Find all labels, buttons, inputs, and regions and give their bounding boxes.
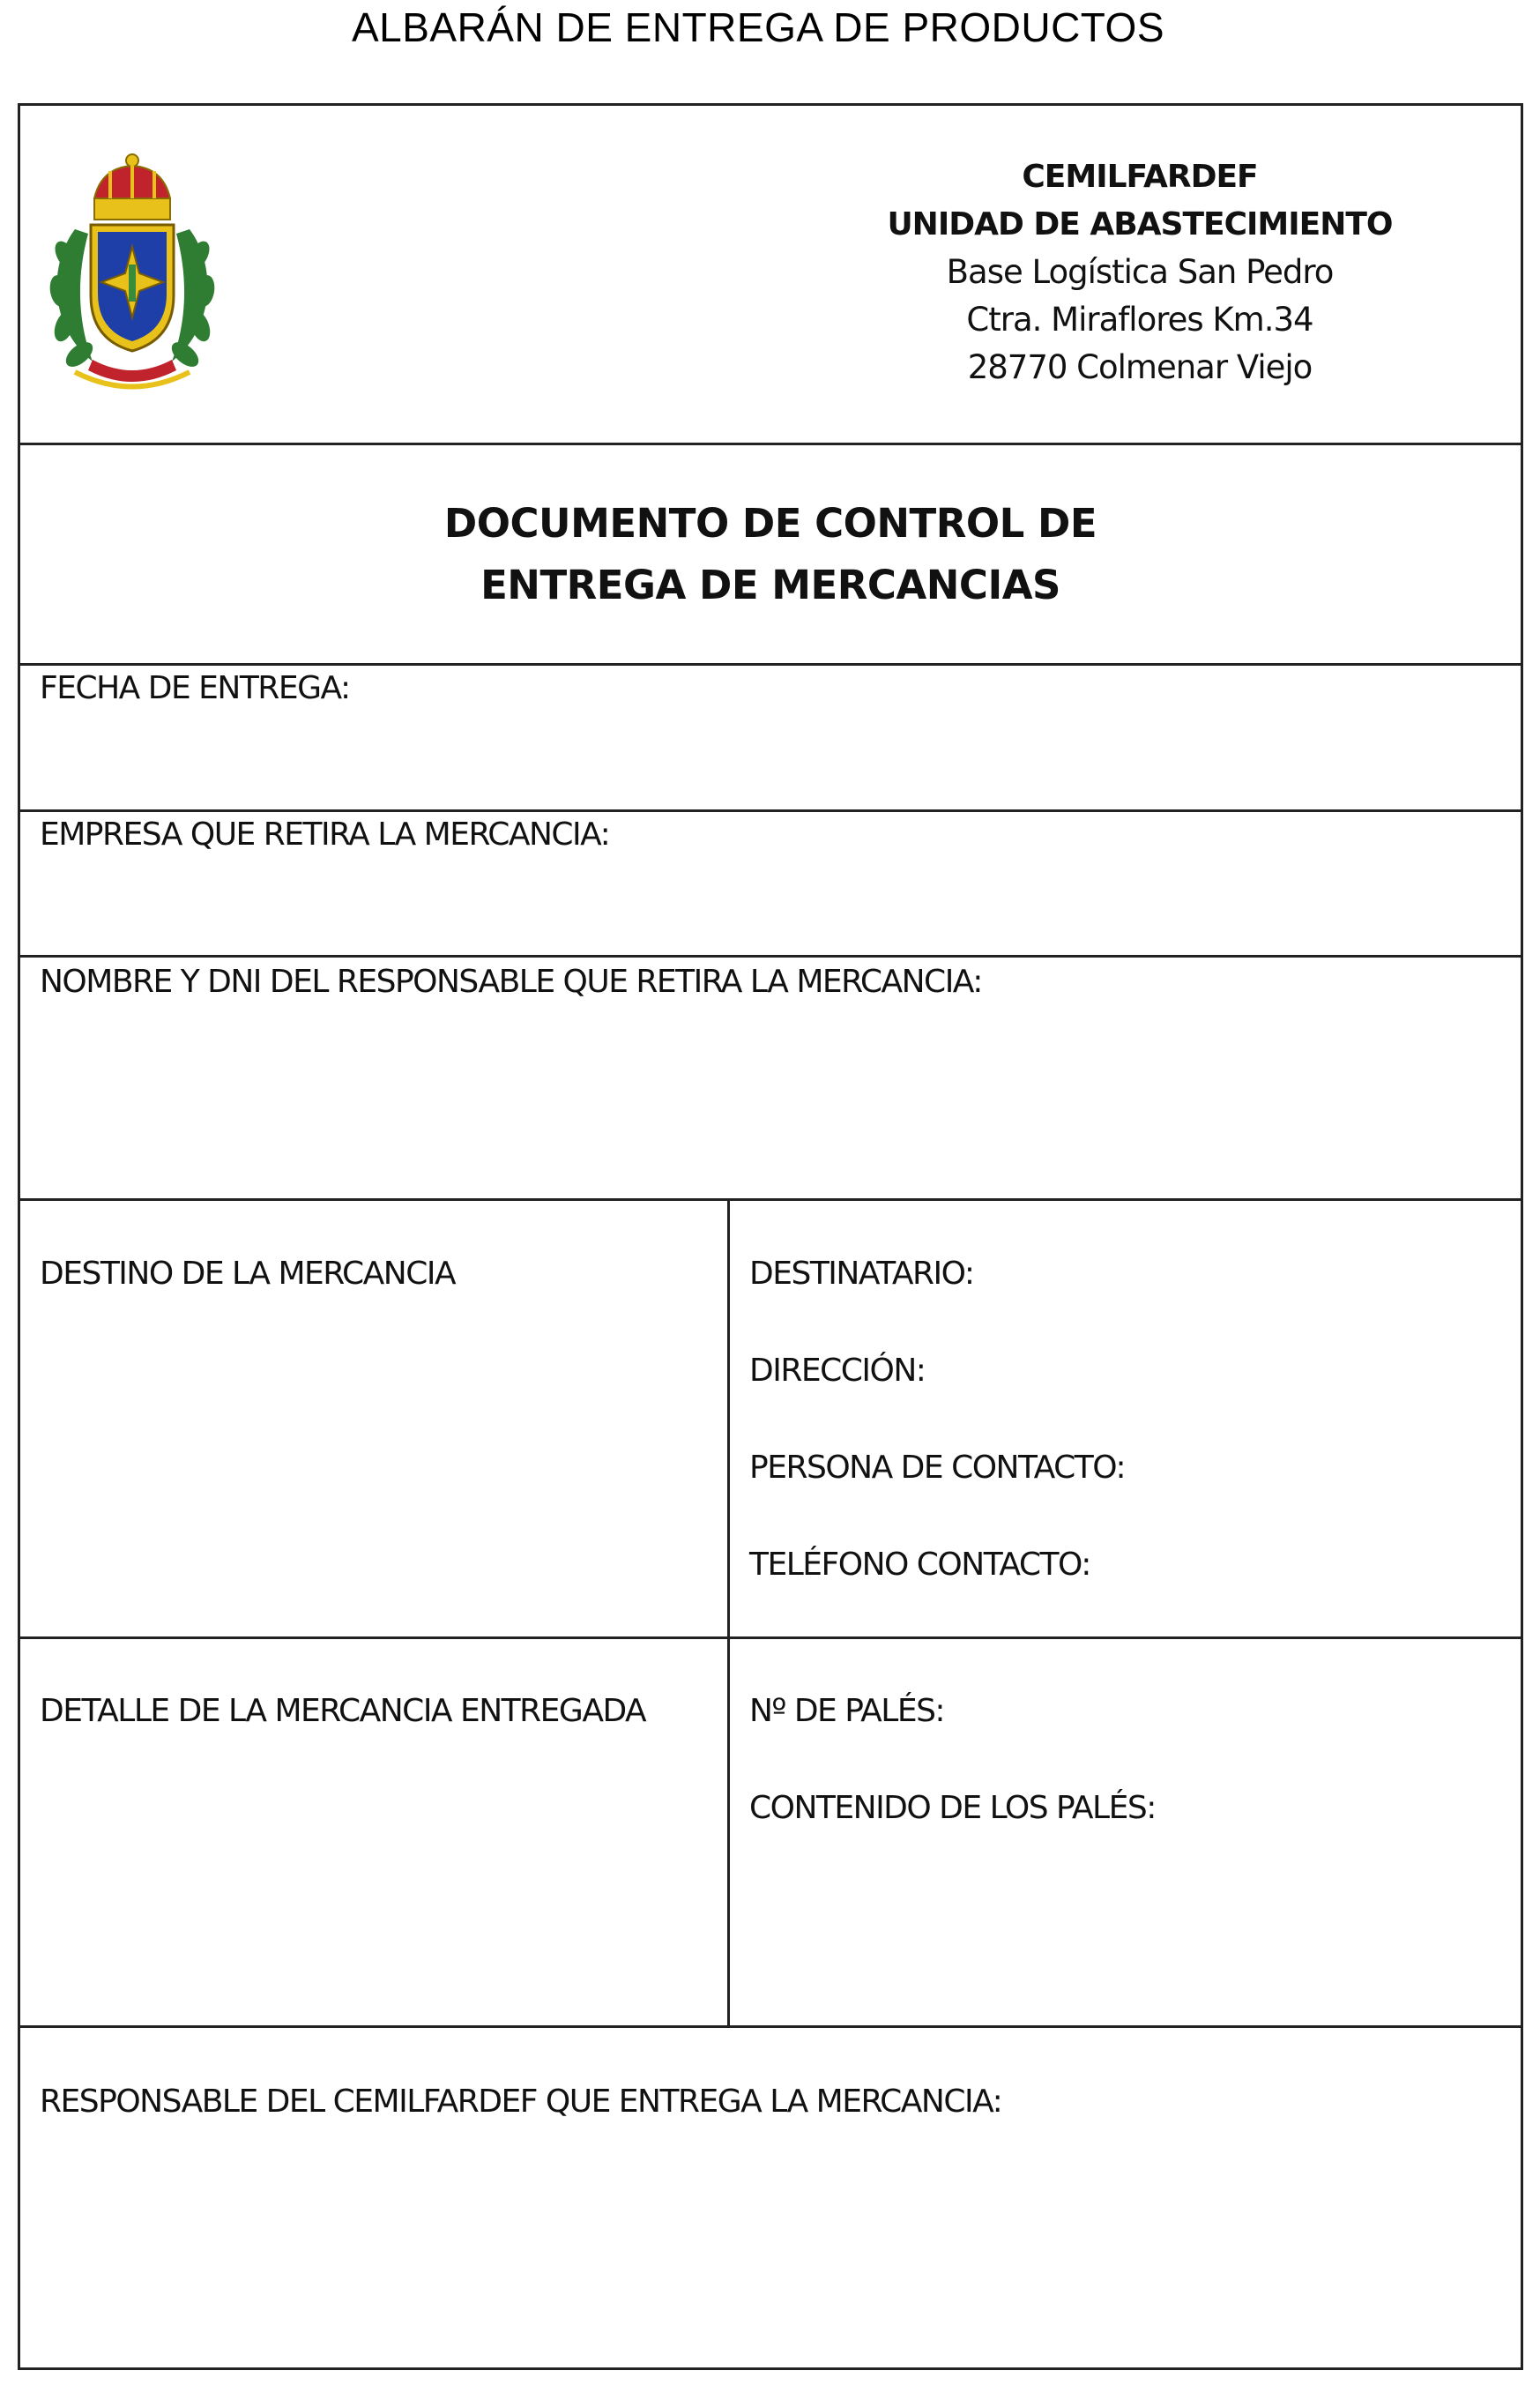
column-divider [727,1198,730,2025]
page-title: ALBARÁN DE ENTREGA DE PRODUCTOS [351,4,1165,50]
destination-label: DESTINO DE LA MERCANCIA [40,1256,456,1292]
divider [20,2025,1521,2028]
coat-of-arms-logo [40,150,225,397]
cemilfardef-responsible-label: RESPONSABLE DEL CEMILFARDEF QUE ENTREGA LA MERCANCIA: [40,2084,1002,2120]
road-address: Ctra. Miraflores Km.34 [966,301,1313,339]
divider [20,1636,1521,1639]
recipient-label: DESTINATARIO: [749,1256,974,1292]
goods-detail-label: DETALLE DE LA MERCANCIA ENTREGADA [40,1693,646,1729]
pallet-contents-label: CONTENIDO DE LOS PALÉS: [749,1790,1156,1826]
base-name: Base Logística San Pedro [946,253,1334,291]
document-title-line1: DOCUMENTO DE CONTROL DE [443,500,1097,547]
company-label: EMPRESA QUE RETIRA LA MERCANCIA: [40,816,610,853]
contact-phone-label: TELÉFONO CONTACTO: [749,1547,1090,1583]
pallet-count-label: Nº DE PALÉS: [749,1693,945,1729]
responsible-name-dni-label: NOMBRE Y DNI DEL RESPONSABLE QUE RETIRA LA MERCANCIA: [40,964,982,1000]
divider [20,443,1521,445]
org-name: CEMILFARDEF [1022,159,1258,195]
divider [20,955,1521,958]
unit-name: UNIDAD DE ABASTECIMIENTO [887,206,1393,242]
document-title-line2: ENTREGA DE MERCANCIAS [480,562,1060,608]
divider [20,663,1521,666]
delivery-form [18,103,1523,2370]
divider [20,1198,1521,1201]
address-label: DIRECCIÓN: [749,1353,926,1389]
delivery-date-label: FECHA DE ENTREGA: [40,670,350,706]
contact-person-label: PERSONA DE CONTACTO: [749,1450,1126,1486]
divider [20,809,1521,812]
city-address: 28770 Colmenar Viejo [967,348,1313,386]
